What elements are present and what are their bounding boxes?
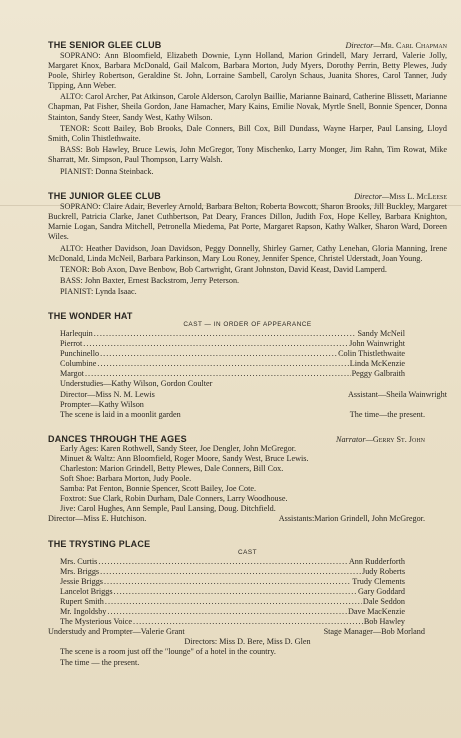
wonder-hat-scene-row xyxy=(48,410,447,420)
cast-actor: John Wainwright xyxy=(349,339,405,349)
trysting-crew-row xyxy=(48,627,447,637)
cast-row xyxy=(48,597,447,607)
cast-role: Lancelot Briggs xyxy=(60,586,113,596)
senior-alto: ALTO: Carol Archer, Pat Atkinson, Carole Alderson, Carolyn Baillie, Marianne Bainard, Catherine Blissett, Marianne Chapman, Pat Fisher, Sheila Gordon, Jane Hamacher, Mary Kains, Emilie Novak, Myrtle Snell, Bonnie Spencer, Donna Stainton, Sandy Steer, Sandy West, Kathy Wilson. xyxy=(48,92,447,122)
dance-line: Minuet & Waltz: Ann Bloomfield, Roger Moore, Sandy West, Bruce Lewis. xyxy=(60,453,309,463)
trysting-title: THE TRYSTING PLACE xyxy=(48,538,151,549)
dance-line: Soft Shoe: Barbara Morton, Judy Poole. xyxy=(60,474,192,484)
senior-soprano: SOPRANO: Ann Bloomfield, Elizabeth Downie, Lynn Holland, Marion Grindell, Mary Jerrard, Valerie Jolly, Margaret Knox, Barbara McDonald, Gail Malcom, Barbara Morton, Judy Myers, Dorothy Perrin, Betty Plewes, Judy Poole, Shirley Robertson, Geraldine St. John, Lorraine Sambell, Carolyn Schaus, Juanita Shores, Carol Tanner, Judy Tipping, Ann Weber. xyxy=(48,51,447,91)
cast-row xyxy=(48,557,447,567)
dot-leader xyxy=(107,607,347,617)
dances-narrator-label: Narrator— xyxy=(336,434,373,444)
dot-leader xyxy=(105,597,362,607)
cast-row xyxy=(48,587,447,597)
cast-role: Mr. Ingoldsby xyxy=(60,607,107,617)
cast-actor: Bob Hawley xyxy=(363,617,405,627)
cast-row xyxy=(48,617,447,627)
wonder-hat-title: THE WONDER HAT xyxy=(48,310,133,321)
dot-leader xyxy=(94,329,357,339)
dances-narrator-name: Gerry St. John xyxy=(372,434,425,444)
senior-tenor: TENOR: Scott Bailey, Bob Brooks, Dale Conners, Bill Cox, Bill Dundass, Wayne Harper, Paul Lansing, Lloyd Smith, Colin Thistlethwaite. xyxy=(48,123,447,143)
dance-line: Early Ages: Karen Rothwell, Sandy Steer, Joe Dengler, John McGregor. xyxy=(60,443,297,453)
dance-line: Samba: Pat Fenton, Bonnie Spencer, Scott Bailey, Joe Cote. xyxy=(60,484,257,494)
trysting-stage-manager: Stage Manager—Bob Morland xyxy=(323,627,425,637)
junior-director-label: Director— xyxy=(354,192,390,202)
cast-role: Pierrot xyxy=(60,339,83,349)
cast-role: Columbine xyxy=(60,359,97,369)
cast-actor: Dale Seddon xyxy=(362,596,405,606)
junior-director xyxy=(354,192,447,201)
junior-alto: ALTO: Heather Davidson, Joan Davidson, Peggy Donnelly, Shirley Garner, Cathy Lenehan, Gloria Manning, Irene McDonald, Linda McNeil, Barbara Parkinson, Mary Lou Roney, Jennifer Spence, Christel Uderstadt, Joan Young. xyxy=(48,243,447,263)
cast-actor: Gary Goddard xyxy=(357,586,405,596)
cast-role: Harlequin xyxy=(60,328,93,338)
cast-actor: Sandy McNeil xyxy=(357,328,405,338)
cast-role: The Mysterious Voice xyxy=(60,617,133,627)
cast-role: Mrs. Curtis xyxy=(60,556,98,566)
dance-line: Jive: Carol Hughes, Ann Semple, Paul Lansing, Doug. Ditchfield. xyxy=(60,504,276,514)
trysting-scene: The scene is a room just off the "lounge" of a hotel in the country. xyxy=(60,647,276,657)
dances-assistants: Assistants:Marion Grindell, John McGregor. xyxy=(278,514,425,524)
cast-row xyxy=(48,339,447,349)
senior-director xyxy=(345,41,447,50)
trysting-time: The time — the present. xyxy=(60,657,140,667)
cast-role: Margot xyxy=(60,369,84,379)
senior-title: THE SENIOR GLEE CLUB xyxy=(48,40,162,50)
trysting-understudy: Understudy and Prompter—Valerie Grant xyxy=(48,627,185,637)
wonder-hat-director: Director—Miss N. M. Lewis xyxy=(60,389,155,399)
trysting-directors: Directors: Miss D. Bere, Miss D. Glen xyxy=(184,637,311,647)
senior-director-label: Director— xyxy=(345,41,381,50)
senior-director-name: Mr. Carl Chapman xyxy=(380,41,447,50)
senior-bass: BASS: Bob Hawley, Bruce Lewis, John McGregor, Tony Mischenko, Larry Monger, Jim Rahn, Tim Rowat, Mike Sharratt, Mr. Simpson, Paul Thompson, Larry Walsh. xyxy=(48,144,447,164)
cast-row xyxy=(48,577,447,587)
dot-leader xyxy=(100,567,361,577)
wonder-hat-cast-header: CAST — IN ORDER OF APPEARANCE xyxy=(183,320,312,328)
junior-tenor: TENOR: Bob Axon, Dave Benbow, Bob Cartwright, Grant Johnston, David Keast, David Lamperd. xyxy=(60,264,387,274)
paper-crease xyxy=(0,205,461,206)
cast-actor: Trudy Clements xyxy=(352,576,405,586)
senior-pianist: PIANIST: Donna Steinback. xyxy=(60,167,154,177)
cast-actor: Linda McKenzie xyxy=(349,359,405,369)
dances-credits-row xyxy=(48,514,447,524)
wonder-hat-prompter: Prompter—Kathy Wilson xyxy=(60,399,144,409)
junior-director-name: Miss L. McLeese xyxy=(389,192,447,202)
dot-leader xyxy=(104,577,351,587)
cast-row xyxy=(48,567,447,577)
cast-row xyxy=(48,349,447,359)
cast-role: Punchinello xyxy=(60,349,100,359)
dances-header xyxy=(48,434,447,444)
dances-narrator xyxy=(336,435,447,444)
dot-leader xyxy=(100,349,337,359)
junior-bass: BASS: John Baxter, Ernest Backstrom, Jerry Peterson. xyxy=(60,275,240,285)
cast-actor: Peggy Galbraith xyxy=(351,369,405,379)
dances-title: DANCES THROUGH THE AGES xyxy=(48,433,187,444)
wonder-hat-scene: The scene is laid in a moonlit garden xyxy=(60,409,181,419)
trysting-cast-header: CAST xyxy=(237,548,258,556)
dot-leader xyxy=(83,339,348,349)
cast-row xyxy=(48,607,447,617)
dot-leader xyxy=(97,359,348,369)
cast-actor: Ann Rudderforth xyxy=(348,556,405,566)
wonder-hat-time: The time—the present. xyxy=(349,409,425,419)
dot-leader xyxy=(85,369,351,379)
dot-leader xyxy=(114,587,357,597)
cast-actor: Judy Roberts xyxy=(362,566,405,576)
dot-leader xyxy=(133,617,363,627)
dance-line: Charleston: Marion Grindell, Betty Plewes, Dale Conners, Bill Cox. xyxy=(60,464,284,473)
junior-soprano: SOPRANO: Claire Adair, Beverley Arnold, Barbara Belton, Roberta Bowcott, Sharon Brooks, Jill Buckley, Margaret Buckrell, Patricia Clarke, Janet Cuthbertson, Pat Deary, Frances Dillon, Judith Fox, Hope Kelley, Barbara Knighton, Marnie Logan, Sandra Mitchell, Petronella Miedema, Pat Porte, Margaret Rapson, Kathy Walker, Sharon Ward, Doreen Wiles. xyxy=(48,202,447,242)
cast-row xyxy=(48,359,447,369)
wonder-hat-understudies: Understudies—Kathy Wilson, Gordon Coulter xyxy=(60,379,213,389)
cast-role: Rupert Smith xyxy=(60,596,104,606)
wonder-hat-section xyxy=(48,311,447,420)
dance-line: Foxtrot: Sue Clark, Robin Durham, Dale Conners, Larry Woodhouse. xyxy=(60,494,288,504)
senior-glee-club-section xyxy=(48,40,447,177)
junior-pianist: PIANIST: Lynda Isaac. xyxy=(60,286,137,296)
cast-actor: Colin Thistlethwaite xyxy=(338,349,405,359)
dances-director: Director—Miss E. Hutchison. xyxy=(48,514,147,524)
cast-actor: Dave MacKenzie xyxy=(347,607,405,617)
junior-glee-club-section xyxy=(48,191,447,297)
junior-title: THE JUNIOR GLEE CLUB xyxy=(48,191,162,202)
wonder-hat-director-row xyxy=(48,390,447,400)
trysting-place-section xyxy=(48,539,447,668)
cast-role: Mrs. Briggs xyxy=(60,566,100,576)
cast-role: Jessie Briggs xyxy=(60,576,103,586)
dances-section xyxy=(48,434,447,525)
cast-row xyxy=(48,369,447,379)
cast-row xyxy=(48,329,447,339)
junior-header xyxy=(48,191,447,201)
wonder-hat-assistant: Assistant—Sheila Wainwright xyxy=(347,389,447,399)
senior-header xyxy=(48,40,447,50)
dot-leader xyxy=(98,557,348,567)
